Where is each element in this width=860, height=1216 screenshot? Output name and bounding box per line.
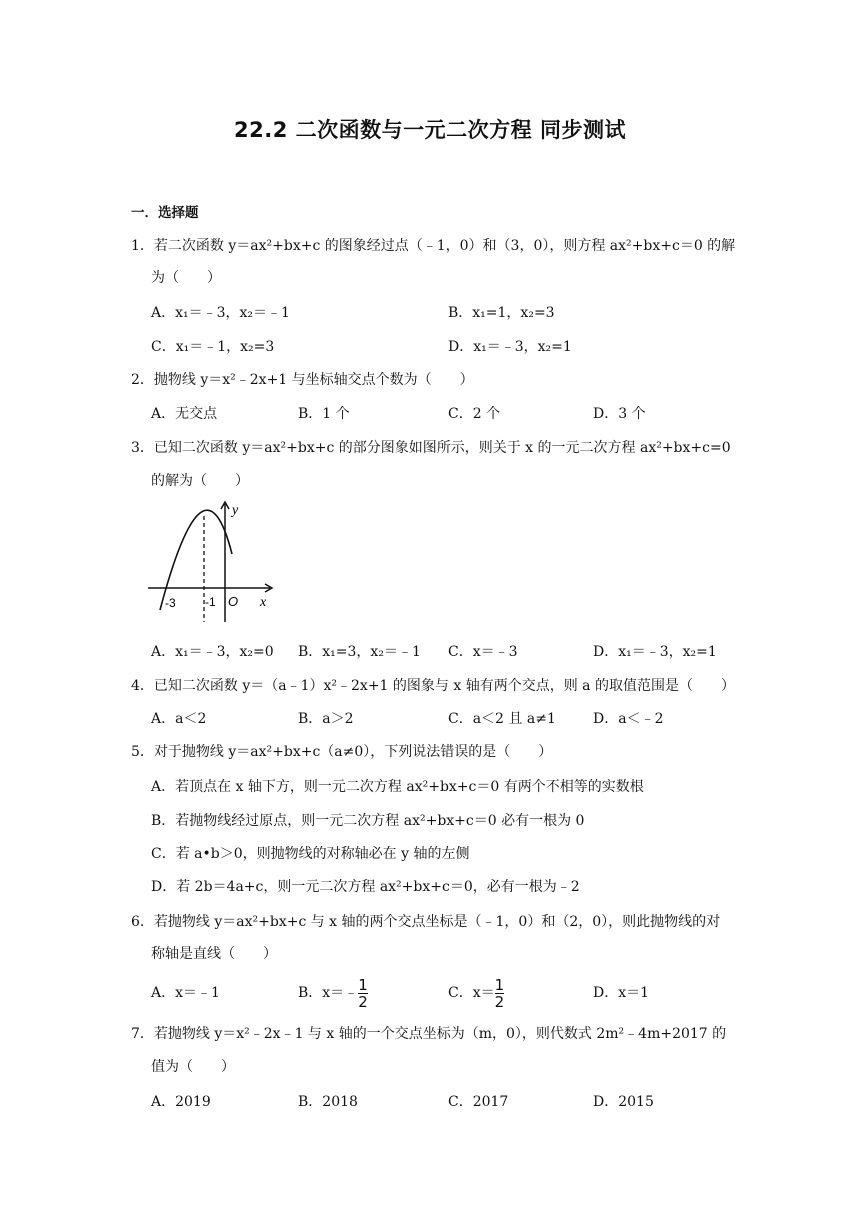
section-heading: 一．选择题 (131, 205, 199, 221)
q5-option-d: D．若 2b＝4a+c，则一元二次方程 ax²+bx+c＝0，必有一根为﹣2 (151, 879, 580, 895)
origin-label: O (228, 594, 239, 609)
question-1-text: 1．若二次函数 y＝ax²+bx+c 的图象经过点（﹣1，0）和（3，0），则方程 ax²+bx+c＝0 的解 (131, 238, 736, 254)
parabola-graph (146, 500, 276, 624)
q6-option-b (298, 975, 368, 1011)
q2-option-d: D．3 个 (593, 406, 646, 422)
question-5-text: 5．对于抛物线 y＝ax²+bx+c（a≠0），下列说法错误的是（ ） (131, 744, 553, 760)
q1-option-a: A．x₁＝﹣3，x₂＝﹣1 (151, 305, 290, 321)
question-7-text-cont: 值为（ ） (151, 1059, 235, 1075)
q4-option-d: D．a＜﹣2 (593, 711, 664, 727)
q4-option-a: A．a＜2 (151, 711, 207, 727)
fraction-denominator: 2 (358, 992, 368, 1011)
fraction-numerator: 1 (494, 975, 505, 994)
q2-option-b: B．1 个 (298, 406, 350, 422)
q6-option-a: A．x＝﹣1 (151, 985, 220, 1001)
q1-option-b: B．x₁=1，x₂=3 (448, 305, 555, 321)
question-3-text-cont: 的解为（ ） (151, 473, 249, 489)
question-6-text: 6．若抛物线 y＝ax²+bx+c 与 x 轴的两个交点坐标是（﹣1，0）和（2，0），则此抛物线的对 (131, 914, 721, 930)
question-2-text: 2．抛物线 y＝x²﹣2x+1 与坐标轴交点个数为（ ） (131, 372, 474, 388)
q6-option-c (448, 975, 504, 1011)
q2-option-a: A．无交点 (151, 406, 218, 422)
q3-option-a: A．x₁＝﹣3，x₂=0 (151, 644, 274, 660)
x-axis-label: x (260, 595, 267, 610)
y-axis-label: y (232, 503, 239, 518)
question-1-text-cont: 为（ ） (151, 270, 221, 286)
question-7-text: 7．若抛物线 y＝x²﹣2x﹣1 与 x 轴的一个交点坐标为（m，0），则代数式 2m²﹣4m+2017 的 (131, 1026, 727, 1042)
q6-option-c-prefix: C．x＝ (448, 985, 495, 1001)
q5-option-a: A．若顶点在 x 轴下方，则一元二次方程 ax²+bx+c＝0 有两个不相等的实数根 (151, 779, 644, 795)
question-4-text: 4．已知二次函数 y＝（a﹣1）x²﹣2x+1 的图象与 x 轴有两个交点，则 a 的取值范围是（ ） (131, 678, 735, 694)
question-3-text: 3．已知二次函数 y＝ax²+bx+c 的部分图象如图所示，则关于 x 的一元二次方程 ax²+bx+c=0 (131, 440, 731, 456)
question-6-text-cont: 称轴是直线（ ） (151, 946, 277, 962)
page-title: 22.2 二次函数与一元二次方程 同步测试 (234, 118, 626, 142)
q6-option-b-fraction (358, 975, 368, 1011)
q3-option-c: C．x＝﹣3 (448, 644, 518, 660)
q6-option-b-prefix: B．x＝﹣ (298, 985, 359, 1001)
q4-option-c: C．a＜2 且 a≠1 (448, 711, 556, 727)
q6-option-c-fraction (494, 975, 505, 1011)
tick-label-neg3: -3 (165, 596, 176, 610)
q7-option-b: B．2018 (298, 1094, 358, 1110)
q2-option-c: C．2 个 (448, 406, 501, 422)
fraction-denominator: 2 (494, 992, 505, 1011)
q3-option-d: D．x₁＝﹣3，x₂=1 (593, 644, 717, 660)
tick-label-neg1: -1 (205, 595, 216, 609)
q5-option-b: B．若抛物线经过原点，则一元二次方程 ax²+bx+c＝0 必有一根为 0 (151, 813, 585, 829)
q3-option-b: B．x₁=3，x₂＝﹣1 (298, 644, 421, 660)
q4-option-b: B．a＞2 (298, 711, 354, 727)
q1-option-d: D．x₁＝﹣3，x₂=1 (448, 339, 572, 355)
q1-option-c: C．x₁＝﹣1，x₂=3 (151, 339, 275, 355)
q7-option-c: C．2017 (448, 1094, 509, 1110)
q7-option-a: A．2019 (151, 1094, 211, 1110)
q6-option-d: D．x＝1 (593, 985, 650, 1001)
q5-option-c: C．若 a•b＞0，则抛物线的对称轴必在 y 轴的左侧 (151, 846, 470, 862)
fraction-numerator: 1 (358, 975, 368, 994)
q7-option-d: D．2015 (593, 1094, 654, 1110)
